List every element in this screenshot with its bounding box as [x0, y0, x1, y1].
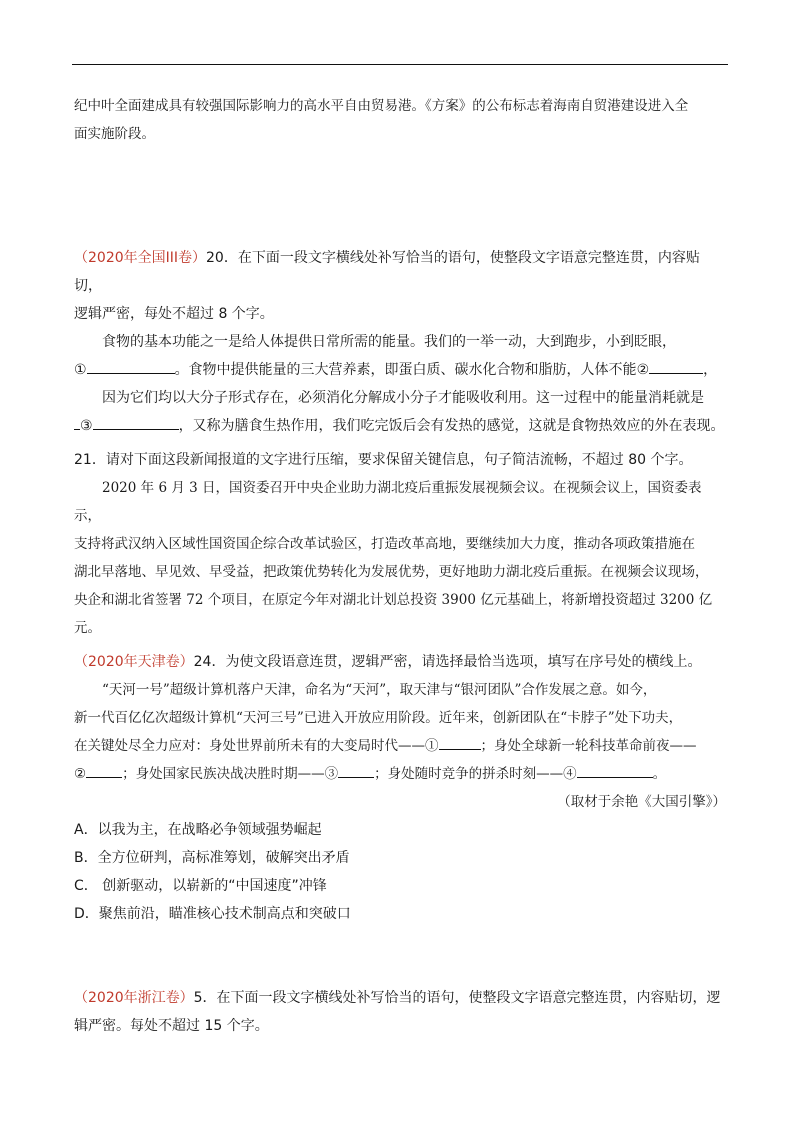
- passage-line: [74, 732, 726, 760]
- continuation-line: 纪中叶全面建成具有较强国际影响力的高水平自由贸易港。《方案》的公布标志着海南自贸港建设进入全: [74, 98, 689, 114]
- question-5-stem: [74, 984, 726, 1012]
- news-line: 2020 年 6 月 3 日，国资委召开中央企业助力湖北疫后重振发展视频会议。在视频会议上，国资委表示，: [74, 480, 702, 524]
- source-tag: （2020年全国III卷）: [74, 250, 207, 266]
- question-21-stem: 21．请对下面这段新闻报道的文字进行压缩，要求保留关键信息，句子简洁流畅，不超过 80 个字。: [74, 452, 693, 468]
- passage-text: 在关键处尽全力应对：身处世界前所未有的大变局时代——①: [74, 738, 439, 754]
- passage-line: “天河一号”超级计算机落户天津，命名为“天河”，取天津与“银河团队”合作发展之意。如今，: [102, 682, 657, 698]
- passage-line: 因为它们均以大分子形式存在，必须消化分解成小分子才能吸收利用。这一过程中的能量消耗就是: [102, 390, 704, 406]
- passage-line: [74, 356, 726, 384]
- passage-text: ，: [703, 362, 718, 378]
- fill-blank[interactable]: [577, 761, 653, 778]
- option-d: D．聚焦前沿，瞄准核心技术制高点和突破口: [74, 906, 351, 922]
- passage-text: 。食物中提供能量的三大营养素，即蛋白质、碳水化合物和脂肪，人体不能: [174, 362, 637, 378]
- source-citation: （取材于余艳《大国引擎》）: [557, 794, 726, 810]
- fill-blank[interactable]: [87, 357, 175, 374]
- blank-marker: ①: [74, 362, 87, 378]
- header-rule: [72, 64, 728, 65]
- passage-line: [74, 412, 726, 440]
- passage-line: 食物的基本功能之一是给人体提供日常所需的能量。我们的一举一动，大到跑步，小到眨眼，: [102, 334, 676, 350]
- fill-blank[interactable]: [649, 357, 703, 374]
- question-21: [74, 446, 726, 642]
- news-line: 央企和湖北省签署 72 个项目，在原定今年对湖北计划总投资 3900 亿元基础上，将新增投资超过 3200 亿元。: [74, 592, 713, 636]
- blank-marker: ②: [74, 766, 87, 782]
- passage-text: ，又称为膳食生热作用，我们吃完饭后会有发热的感觉，这就是食物热效应的外在表现。: [178, 418, 725, 434]
- passage-text: ；身处随时竞争的拼杀时刻——④: [374, 766, 577, 782]
- stem-text: 24．为使文段语意连贯，逻辑严密，请选择最恰当选项，填写在序号处的横线上。: [193, 654, 702, 670]
- stem-text: 5．在下面一段文字横线处补写恰当的语句，使整段文字语意完整连贯，内容贴切，逻: [193, 990, 721, 1006]
- fill-blank[interactable]: [86, 761, 122, 778]
- option-b: B．全方位研判，高标准筹划，破解突出矛盾: [74, 850, 350, 866]
- question-20-stem-line2: 逻辑严密，每处不超过 8 个字。: [74, 306, 274, 322]
- news-line: 湖北早落地、早见效、早受益，把政策优势转化为发展优势，更好地助力湖北疫后重振。在视频会议现场，: [74, 564, 709, 580]
- question-24: [74, 648, 726, 928]
- question-24-stem: [74, 648, 726, 676]
- source-tag: （2020年天津卷）: [74, 654, 194, 670]
- blank-marker: ③: [80, 418, 93, 434]
- question-20-stem: [74, 244, 726, 300]
- stem-text: 20．在下面一段文字横线处补写恰当的语句，使整段文字语意完整连贯，内容贴切，: [74, 250, 700, 294]
- blank-marker: ②: [636, 362, 650, 378]
- fill-blank[interactable]: [93, 413, 179, 430]
- question-5-stem-line2: 辑严密。每处不超过 15 个字。: [74, 1018, 269, 1034]
- passage-text: 。: [652, 766, 667, 782]
- fill-blank[interactable]: [439, 733, 481, 750]
- source-tag: （2020年浙江卷）: [74, 990, 194, 1006]
- passage-text: ；身处全球新一轮科技革命前夜——: [480, 738, 697, 754]
- news-line: 支持将武汉纳入区域性国资国企综合改革试验区，打造改革高地，要继续加大力度，推动各项政策措施在: [74, 536, 695, 552]
- continuation-line: 面实施阶段。: [74, 126, 155, 142]
- passage-line: 新一代百亿亿次超级计算机“天河三号”已进入开放应用阶段。近年来，创新团队在“卡脖子”处下功夫，: [74, 710, 683, 726]
- fill-blank[interactable]: [338, 761, 374, 778]
- question-5: [74, 984, 726, 1040]
- question-20: [74, 244, 726, 440]
- passage-text: ；身处国家民族决战决胜时期——③: [122, 766, 339, 782]
- option-a: A．以我为主，在战略必争领域强势崛起: [74, 822, 322, 838]
- passage-line: [74, 760, 726, 788]
- option-c: C． 创新驱动，以崭新的“中国速度”冲锋: [74, 878, 327, 894]
- continuation-paragraph: [74, 92, 726, 148]
